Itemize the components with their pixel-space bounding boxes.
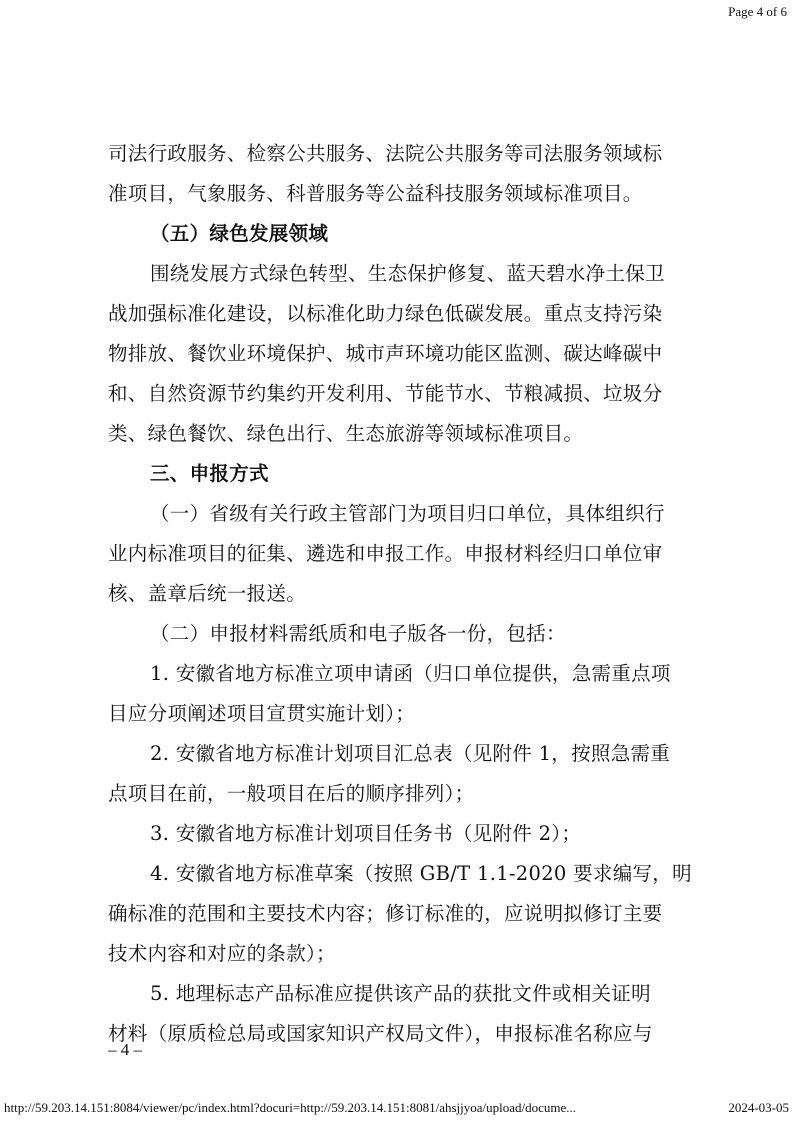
text-line: 2. 安徽省地方标准计划项目汇总表（见附件 1，按照急需重 <box>150 742 671 765</box>
text-line: 点项目在前，一般项目在后的顺序排列）； <box>108 782 475 805</box>
section-heading: 三、申报方式 <box>150 462 269 485</box>
text-line: 类、绿色餐饮、绿色出行、生态旅游等领域标准项目。 <box>108 422 584 445</box>
text-line: 3. 安徽省地方标准计划项目任务书（见附件 2）； <box>150 822 582 845</box>
text-line: 战加强标准化建设，以标准化助力绿色低碳发展。重点支持污染 <box>108 302 663 325</box>
text-line: 确标准的范围和主要技术内容；修订标准的，应说明拟修订主要 <box>108 902 663 925</box>
text-line: 业内标准项目的征集、遴选和申报工作。申报材料经归口单位审 <box>108 542 663 565</box>
text-line: 4. 安徽省地方标准草案（按照 GB/T 1.1-2020 要求编写，明 <box>150 862 692 885</box>
footer-date: 2024-03-05 <box>728 1100 789 1115</box>
text-line: 司法行政服务、检察公共服务、法院公共服务等司法服务领域标 <box>108 142 663 165</box>
page-number: – 4 – <box>108 1040 142 1059</box>
text-line: 目应分项阐述项目宣贯实施计划）； <box>108 702 416 725</box>
text-line: 准项目，气象服务、科普服务等公益科技服务领域标准项目。 <box>108 182 643 205</box>
text-line: （二）申报材料需纸质和电子版各一份，包括： <box>150 622 566 645</box>
text-line: 物排放、餐饮业环境保护、城市声环境功能区监测、碳达峰碳中 <box>108 342 663 365</box>
footer-url: http://59.203.14.151:8084/viewer/pc/index.html?docuri=http://59.203.14.151:8081/ahsjjyoa/upload/docume... <box>4 1100 577 1115</box>
section-heading: （五）绿色发展领域 <box>150 222 329 245</box>
text-line: 1. 安徽省地方标准立项申请函（归口单位提供，急需重点项 <box>150 662 671 685</box>
text-line: （一）省级有关行政主管部门为项目归口单位，具体组织行 <box>150 502 665 525</box>
text-line: 和、自然资源节约集约开发利用、节能节水、节粮减损、垃圾分 <box>108 382 663 405</box>
page-indicator: Page 4 of 6 <box>728 4 787 19</box>
text-line: 围绕发展方式绿色转型、生态保护修复、蓝天碧水净土保卫 <box>150 262 665 285</box>
text-line: 技术内容和对应的条款）； <box>108 942 336 965</box>
text-line: 5. 地理标志产品标准应提供该产品的获批文件或相关证明 <box>150 982 651 1005</box>
text-line: 材料（原质检总局或国家知识产权局文件），申报标准名称应与 <box>108 1022 653 1045</box>
text-line: 核、盖章后统一报送。 <box>108 582 307 605</box>
